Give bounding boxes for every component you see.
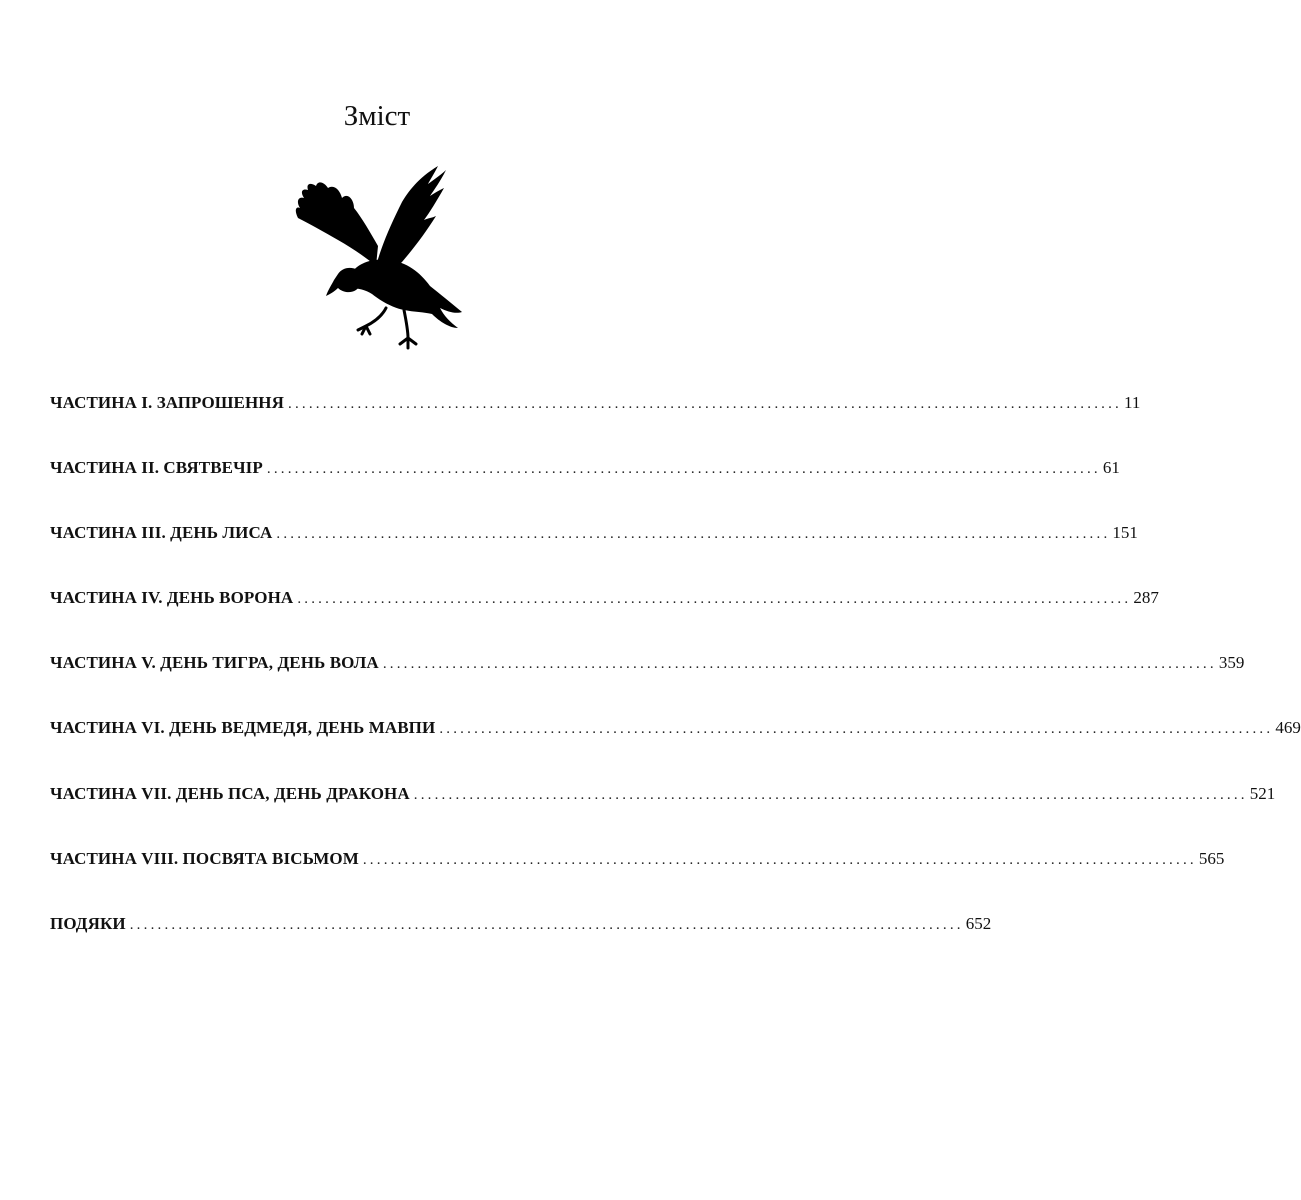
toc-entry-label: ЧАСТИНА І. ЗАПРОШЕННЯ: [50, 393, 284, 412]
toc-entry-page: 11: [1124, 393, 1141, 412]
toc-entry-page: 521: [1249, 783, 1276, 803]
toc-entry-page: 359: [1218, 653, 1245, 673]
toc-entry-page: 61: [1102, 458, 1120, 478]
toc-entry-label: ЧАСТИНА ІІІ. ДЕНЬ ЛИСА: [50, 523, 273, 543]
toc-entry[interactable]: [50, 842, 1225, 907]
toc-entry-page: 652: [965, 913, 992, 933]
toc-entry-label: ЧАСТИНА ІІ. СВЯТВЕЧІР: [50, 458, 263, 478]
toc-entry[interactable]: [50, 581, 1159, 646]
toc-entry[interactable]: [50, 646, 1245, 711]
toc-entry[interactable]: [50, 711, 1301, 776]
toc-entry[interactable]: [50, 516, 1138, 581]
toc-entry[interactable]: [50, 907, 992, 972]
dot-leader: ........................................................................................................................: [266, 461, 1101, 478]
dot-leader: ........................................................................................................................: [297, 591, 1132, 608]
toc-entry-label: ЧАСТИНА V. ДЕНЬ ТИГРА, ДЕНЬ ВОЛА: [50, 653, 379, 673]
toc-entry-label: ЧАСТИНА VII. ДЕНЬ ПСА, ДЕНЬ ДРАКОНА: [50, 783, 410, 803]
toc-entry-label: ЧАСТИНА VI. ДЕНЬ ВЕДМЕДЯ, ДЕНЬ МАВПИ: [50, 718, 436, 738]
dot-leader: ........................................................................................................................: [362, 851, 1197, 868]
table-of-contents: [50, 386, 1301, 972]
toc-entry[interactable]: [50, 386, 1141, 451]
toc-entry[interactable]: [50, 451, 1120, 516]
dot-leader: ........................................................................................................................: [413, 786, 1248, 803]
dot-leader: ........................................................................................................................: [276, 526, 1111, 543]
toc-entry-page: 565: [1198, 848, 1225, 868]
toc-entry-page: 287: [1133, 588, 1159, 608]
toc-entry-label: ПОДЯКИ: [50, 913, 126, 933]
toc-entry-page: 469: [1275, 718, 1301, 738]
dot-leader: ........................................................................................................................: [382, 656, 1217, 673]
toc-entry-label: ЧАСТИНА IV. ДЕНЬ ВОРОНА: [50, 588, 294, 608]
toc-entry-page: 151: [1112, 523, 1138, 543]
raven-icon: [290, 162, 470, 352]
dot-leader: ........................................................................................................................: [288, 396, 1122, 412]
page-title: Зміст: [343, 100, 411, 132]
dot-leader: ........................................................................................................................: [439, 721, 1274, 738]
dot-leader: ........................................................................................................................: [129, 916, 964, 933]
toc-entry-label: ЧАСТИНА VIII. ПОСВЯТА ВІСЬМОМ: [50, 848, 359, 868]
toc-entry[interactable]: [50, 777, 1276, 842]
